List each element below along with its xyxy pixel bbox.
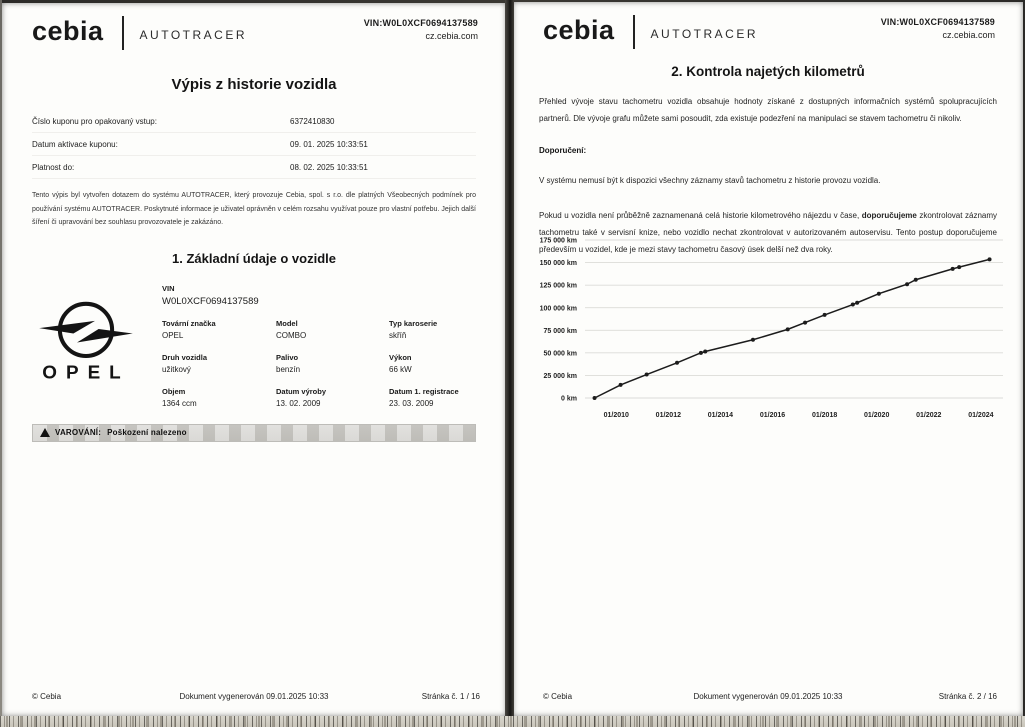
page2-header: [513, 2, 1023, 58]
odometer-chart-area: [521, 230, 1015, 426]
svg-text:01/2010: 01/2010: [603, 412, 629, 419]
header-divider: [122, 16, 124, 50]
footer-page-number: Stránka č. 2 / 16: [938, 692, 997, 701]
table-row: [32, 156, 476, 179]
autotracer-wordmark: AUTOTRACER: [139, 28, 247, 42]
section-1-title: 1. Základní údaje o vozidle: [172, 250, 336, 266]
field-power: Výkon 66 kW: [389, 352, 412, 374]
opel-logo: [32, 284, 162, 408]
field-model: Model COMBO: [276, 318, 307, 340]
terms-disclaimer: Tento výpis byl vytvořen dotazem do systému AUTOTRACER, který provozuje Cebia, spol. s r.o. dle platných Všeobecných podmínek pro používání systému AUTOTRACER. Poskytnuté informace je uživatel oprávněn v celém rozsahu využívat pouze pro vlastní potřebu. Jejich další šíření či upravování bez souhlasu provozovatele je zakázáno.: [32, 192, 476, 227]
svg-text:0 km: 0 km: [561, 395, 577, 403]
footer-copyright: © Cebia: [32, 692, 62, 701]
page-fold-shadow: [505, 0, 514, 727]
page1-header: [2, 3, 506, 59]
vin-value: W0L0XCF0694137589: [162, 295, 259, 307]
svg-text:01/2020: 01/2020: [864, 412, 890, 419]
opel-logo-text: OPEL: [42, 362, 130, 384]
vehicle-basic-data: [32, 284, 476, 408]
damage-warning-banner: [32, 424, 476, 442]
warning-label: VAROVÁNÍ:: [55, 428, 102, 438]
footer-generated: Dokument vygenerován 09.01.2025 10:33: [179, 692, 329, 701]
cebia-logo: cebia: [32, 15, 104, 46]
records-availability-paragraph: V systému nemusí být k dispozici všechny záznamy stavů tachometru z historie provozu vozidla.: [539, 176, 881, 186]
table-row: [32, 133, 476, 156]
field-body-type: Typ karoserie skříň: [389, 318, 438, 340]
svg-text:100 000 km: 100 000 km: [539, 305, 577, 313]
recommendation-label: Doporučení:: [539, 146, 587, 156]
field-make: Tovární značka OPEL: [162, 318, 216, 340]
autotracer-wordmark: AUTOTRACER: [650, 27, 758, 41]
mileage-intro-paragraph: Přehled vývoje stavu tachometru vozidla obsahuje hodnoty získané z dostupných informačních systémů spolupracujících partnerů. Dle vývoje grafu můžete sami posoudit, zda existuje podezření na manipulaci se stavem tachometru či nikoliv.: [539, 97, 997, 124]
recommendation-paragraph: Pokud u vozidla není průběžně zaznamenaná celá historie kilometrového nájezdu v čase, doporučujeme zkontrolovat záznamy tachometru také v servisní knize, nebo vozidlo nechat zkontrolovat v autorizovaném autoservisu. Tento postup doporučujeme především u vozidel, kde je mezi stavy tachometru časový úsek delší než dva roky.: [539, 210, 998, 254]
field-engine-volume: Objem 1364 ccm: [162, 386, 197, 408]
section-2-title: 2. Kontrola najetých kilometrů: [671, 64, 865, 79]
field-first-registration: Datum 1. registrace 23. 03. 2009: [389, 386, 459, 408]
svg-text:01/2012: 01/2012: [655, 412, 681, 419]
field-fuel: Palivo benzín: [276, 352, 301, 374]
svg-text:01/2024: 01/2024: [968, 412, 994, 419]
field-vehicle-kind: Druh vozidla užitkový: [162, 352, 208, 374]
coupon-number-label: Číslo kuponu pro opakovaný vstup:: [32, 116, 157, 126]
report-page-1: [2, 3, 506, 716]
footer-generated: Dokument vygenerován 09.01.2025 10:33: [693, 692, 843, 701]
field-production-date: Datum výroby 13. 02. 2009: [276, 386, 327, 408]
opel-blitz-icon: [32, 292, 140, 384]
activation-date-label: Datum aktivace kuponu:: [32, 139, 118, 149]
header-website: cz.cebia.com: [425, 31, 478, 41]
report-page-2: [513, 2, 1023, 716]
validity-value: 08. 02. 2025 10:33:51: [290, 162, 368, 172]
header-vin: VIN:W0L0XCF0694137589: [363, 18, 478, 28]
svg-text:01/2014: 01/2014: [707, 412, 734, 419]
table-row: [32, 110, 476, 133]
svg-text:01/2016: 01/2016: [759, 412, 786, 419]
footer-page-number: Stránka č. 1 / 16: [421, 692, 480, 701]
scan-bottom-noise: [0, 716, 1025, 727]
svg-text:50 000 km: 50 000 km: [543, 350, 577, 358]
warning-triangle-icon: [40, 428, 50, 437]
mileage-chart: [521, 230, 1015, 426]
svg-text:01/2022: 01/2022: [916, 412, 942, 419]
header-divider: [633, 15, 635, 49]
header-website: cz.cebia.com: [942, 30, 995, 40]
validity-label: Platnost do:: [32, 162, 75, 172]
svg-text:01/2018: 01/2018: [811, 412, 838, 419]
header-vin: VIN:W0L0XCF0694137589: [880, 17, 995, 27]
vin-label: VIN: [162, 283, 175, 293]
coupon-number-value: 6372410830: [290, 116, 335, 126]
activation-date-value: 09. 01. 2025 10:33:51: [290, 139, 368, 149]
scan-left-edge: [0, 0, 2, 727]
cebia-logo: cebia: [543, 14, 615, 45]
svg-text:75 000 km: 75 000 km: [543, 327, 577, 335]
page-title: Výpis z historie vozidla: [171, 76, 337, 93]
warning-message: Poškození nalezeno: [107, 428, 187, 438]
svg-text:125 000 km: 125 000 km: [539, 282, 577, 290]
recommendation-bold: doporučujeme: [861, 210, 917, 220]
footer-copyright: © Cebia: [543, 692, 573, 701]
svg-text:25 000 km: 25 000 km: [543, 373, 577, 381]
coupon-info-table: [32, 110, 476, 179]
svg-text:175 000 km: 175 000 km: [539, 237, 577, 245]
svg-text:150 000 km: 150 000 km: [539, 260, 577, 268]
vehicle-fields-grid: [162, 319, 476, 408]
